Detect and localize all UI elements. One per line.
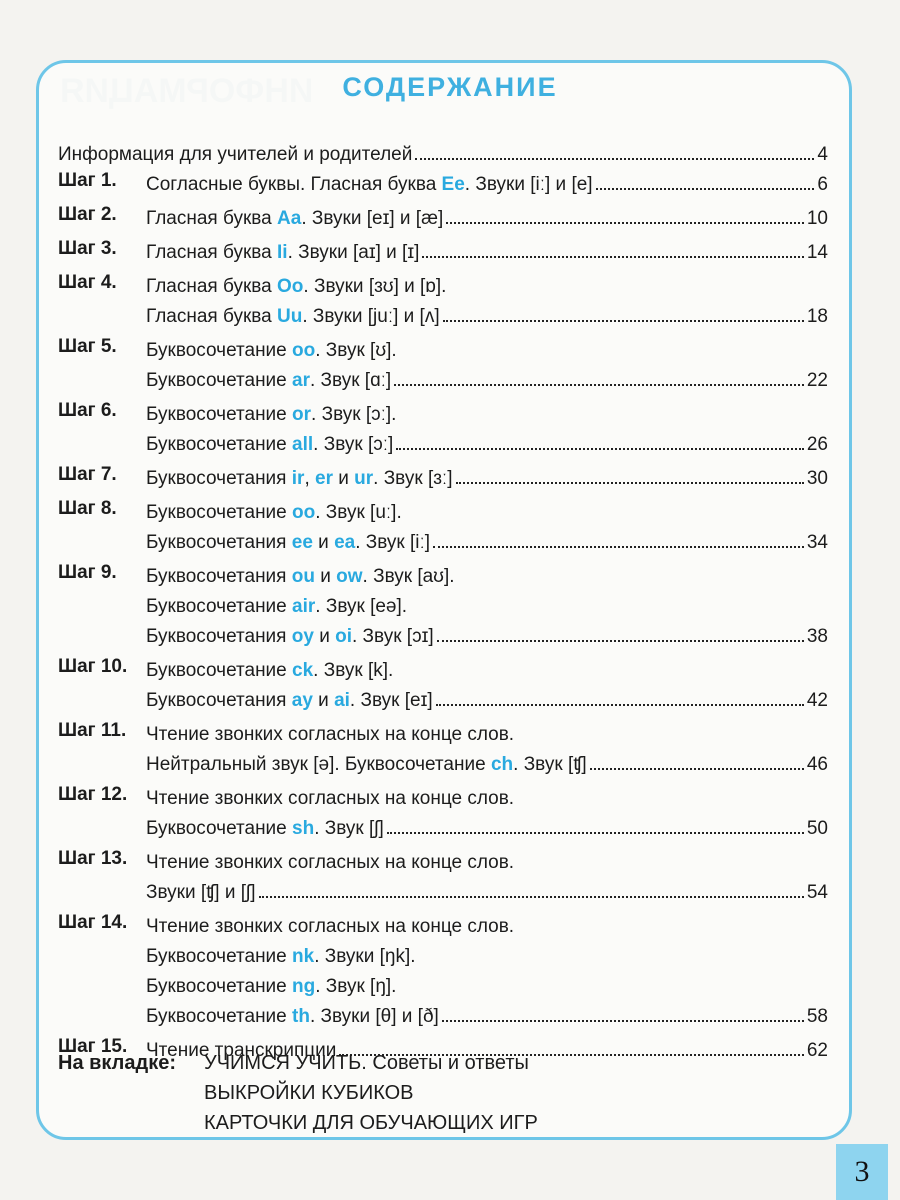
toc-text-fragment: . Звук [uː]. xyxy=(315,502,402,523)
toc-text-fragment: Буквосочетания xyxy=(146,468,292,489)
toc-page-number: 58 xyxy=(806,1006,828,1027)
toc-text-fragment: Гласная буква xyxy=(146,242,278,263)
toc-page-number: 46 xyxy=(806,754,828,775)
toc-line xyxy=(146,942,828,972)
toc-line-text xyxy=(146,814,384,844)
leader-dots xyxy=(596,187,815,190)
toc-line-text xyxy=(146,336,397,366)
toc-text-fragment: . Звук [k]. xyxy=(313,660,394,681)
table-of-contents xyxy=(58,140,828,1070)
toc-step-label: Шаг 1. xyxy=(58,170,117,191)
toc-text-fragment: . Звук [ɔː]. xyxy=(311,404,397,425)
toc-line xyxy=(146,814,828,844)
toc-text-fragment: Чтение звонких согласных на конце слов. xyxy=(146,852,515,873)
toc-step-description xyxy=(146,784,828,844)
toc-text-fragment: Буквосочетание xyxy=(146,596,293,617)
toc-step-description xyxy=(146,238,828,268)
toc-text-fragment: . Звук [ʃ] xyxy=(314,818,384,839)
toc-step-row xyxy=(58,400,828,460)
highlighted-letters: ee xyxy=(291,532,313,553)
toc-text-fragment: и xyxy=(313,626,336,647)
toc-line xyxy=(146,238,828,268)
toc-step-label: Шаг 11. xyxy=(58,720,127,741)
toc-step-label: Шаг 10. xyxy=(58,656,128,677)
toc-text-fragment: . Звук [ɑː] xyxy=(310,370,392,391)
toc-line xyxy=(146,592,828,622)
toc-step-row xyxy=(58,912,828,1032)
highlighted-letters: oo xyxy=(292,502,316,523)
toc-text-fragment: Буквосочетание xyxy=(146,660,293,681)
toc-page-number: 6 xyxy=(817,174,828,195)
toc-line-text xyxy=(146,562,455,592)
toc-text-fragment: Буквосочетание xyxy=(146,340,293,361)
leader-dots xyxy=(387,831,804,834)
toc-line xyxy=(146,366,828,396)
page-title: СОДЕРЖАНИЕ xyxy=(342,72,558,102)
highlighted-letters: Aa xyxy=(277,208,302,229)
toc-line xyxy=(146,784,828,814)
toc-text-fragment: . Звук [aʊ]. xyxy=(362,566,455,587)
toc-text-fragment: , xyxy=(304,468,315,489)
leader-dots xyxy=(437,639,804,642)
toc-step-row xyxy=(58,498,828,558)
toc-page-number: 18 xyxy=(806,306,828,327)
toc-step-label: Шаг 5. xyxy=(58,336,117,357)
insert-item: ВЫКРОЙКИ КУБИКОВ xyxy=(204,1082,414,1104)
toc-step-row xyxy=(58,720,828,780)
toc-step-description xyxy=(146,336,828,396)
toc-text-fragment: . Звуки [eɪ] и [æ] xyxy=(301,208,444,229)
toc-line xyxy=(58,140,828,170)
toc-text-fragment: . Звук [ʧ] xyxy=(513,754,587,775)
toc-line xyxy=(146,498,828,528)
toc-text-fragment: Буквосочетание xyxy=(146,946,293,967)
toc-page-number: 10 xyxy=(806,208,828,229)
highlighted-letters: oo xyxy=(292,340,316,361)
toc-text-fragment: Чтение звонких согласных на конце слов. xyxy=(146,788,515,809)
toc-step-row xyxy=(58,656,828,716)
toc-line-text xyxy=(146,302,440,332)
toc-text-fragment: Буквосочетания xyxy=(146,626,292,647)
toc-line-text xyxy=(146,498,402,528)
toc-page-number: 34 xyxy=(806,532,828,553)
toc-line-text xyxy=(146,750,587,780)
toc-text-fragment: Буквосочетание xyxy=(146,1006,293,1027)
toc-step-description xyxy=(146,656,828,716)
toc-step-description xyxy=(146,848,828,908)
toc-text-fragment: . Звуки [aɪ] и [ɪ] xyxy=(287,242,420,263)
highlighted-letters: nk xyxy=(292,946,315,967)
highlighted-letters: ir xyxy=(291,468,305,489)
toc-text-fragment: . Звуки [ɜʊ] и [ɒ]. xyxy=(303,276,447,297)
toc-text-fragment: Буквосочетание xyxy=(146,404,293,425)
toc-line-text xyxy=(146,170,593,200)
toc-step-description xyxy=(146,562,828,652)
toc-line-text xyxy=(146,878,256,908)
toc-step-label: Шаг 14. xyxy=(58,912,128,933)
toc-line-text xyxy=(146,912,514,942)
toc-step-description xyxy=(146,498,828,558)
toc-text-fragment: и xyxy=(312,532,335,553)
leader-dots xyxy=(446,221,804,224)
toc-step-row xyxy=(58,170,828,200)
highlighted-letters: ur xyxy=(354,468,374,489)
toc-step-label: Шаг 12. xyxy=(58,784,128,805)
leader-dots xyxy=(433,545,804,548)
toc-text-fragment: Буквосочетание xyxy=(146,434,293,455)
highlighted-letters: Oo xyxy=(277,276,304,297)
highlighted-letters: or xyxy=(292,404,312,425)
leader-dots xyxy=(590,767,804,770)
highlighted-letters: ay xyxy=(291,690,313,711)
toc-line-text xyxy=(146,400,396,430)
toc-text-fragment: и xyxy=(314,566,337,587)
toc-page-number: 42 xyxy=(806,690,828,711)
toc-text-fragment: . Звуки [iː] и [e] xyxy=(464,174,593,195)
leader-dots xyxy=(259,895,804,898)
toc-text-fragment: . Звук [ɜː] xyxy=(373,468,453,489)
highlighted-letters: oy xyxy=(291,626,314,647)
toc-line xyxy=(146,272,828,302)
toc-text-fragment: Гласная буква xyxy=(146,276,278,297)
toc-step-description xyxy=(146,912,828,1032)
toc-text-fragment: . Звук [ɔː] xyxy=(313,434,394,455)
toc-text-fragment: и xyxy=(332,468,355,489)
toc-text-fragment: Буквосочетание xyxy=(146,370,293,391)
toc-line xyxy=(146,972,828,1002)
toc-line xyxy=(146,656,828,686)
toc-line-text xyxy=(146,656,393,686)
toc-line-text xyxy=(146,272,446,302)
toc-step-row xyxy=(58,848,828,908)
highlighted-letters: air xyxy=(292,596,316,617)
toc-text-fragment: Чтение транскрипции xyxy=(146,1040,337,1061)
toc-text-fragment: Нейтральный звук [ə]. Буквосочетание xyxy=(146,754,491,775)
toc-line-text xyxy=(146,848,514,878)
toc-line xyxy=(146,204,828,234)
toc-line-text xyxy=(146,204,443,234)
toc-line-text xyxy=(146,686,433,716)
toc-page-number: 22 xyxy=(806,370,828,391)
toc-line xyxy=(146,170,828,200)
toc-line-text xyxy=(146,622,434,652)
insert-item: КАРТОЧКИ ДЛЯ ОБУЧАЮЩИХ ИГР xyxy=(204,1112,538,1134)
toc-step-description xyxy=(146,720,828,780)
toc-step-label: Шаг 2. xyxy=(58,204,117,225)
toc-text-fragment: Буквосочетание xyxy=(146,976,293,997)
toc-step-label: Шаг 8. xyxy=(58,498,117,519)
toc-line-text xyxy=(146,430,393,460)
toc-step-row xyxy=(58,238,828,268)
toc-step-label: Шаг 15. xyxy=(58,1036,128,1057)
leader-dots xyxy=(396,447,804,450)
toc-step-description xyxy=(146,400,828,460)
toc-line xyxy=(146,336,828,366)
toc-text-fragment: . Звук [ŋ]. xyxy=(315,976,397,997)
leader-dots xyxy=(436,703,804,706)
toc-line xyxy=(146,430,828,460)
toc-step-row xyxy=(58,464,828,494)
toc-step-label: Шаг 3. xyxy=(58,238,117,259)
toc-line-text xyxy=(146,238,419,268)
toc-step-label: Шаг 13. xyxy=(58,848,128,869)
toc-step-label: Шаг 7. xyxy=(58,464,117,485)
toc-text-fragment: Гласная буква xyxy=(146,208,278,229)
toc-line xyxy=(146,528,828,558)
toc-step-description xyxy=(146,170,828,200)
toc-line xyxy=(146,464,828,494)
toc-line xyxy=(146,750,828,780)
toc-page-number: 26 xyxy=(806,434,828,455)
toc-page-number: 4 xyxy=(817,144,828,165)
leader-dots xyxy=(443,319,804,322)
toc-line xyxy=(146,686,828,716)
toc-text-fragment: Звуки [ʧ] и [ʃ] xyxy=(146,882,256,903)
toc-line-text xyxy=(146,366,391,396)
toc-line-text xyxy=(146,972,396,1002)
toc-step-label: Шаг 9. xyxy=(58,562,117,583)
highlighted-letters: ai xyxy=(334,690,350,711)
toc-text-fragment: Буквосочетания xyxy=(146,532,292,553)
toc-line xyxy=(146,400,828,430)
toc-page-number: 14 xyxy=(806,242,828,263)
toc-step-row xyxy=(58,336,828,396)
toc-line-text xyxy=(146,592,407,622)
highlighted-letters: Ee xyxy=(441,174,465,195)
toc-page-number: 38 xyxy=(806,626,828,647)
toc-text-fragment: Буквосочетание xyxy=(146,818,293,839)
insert-item-text: УЧИМСЯ УЧИТЬ. Советы и ответы xyxy=(204,1052,529,1074)
highlighted-letters: ck xyxy=(292,660,314,681)
toc-page-number: 30 xyxy=(806,468,828,489)
toc-text-fragment: Буквосочетания xyxy=(146,690,292,711)
highlighted-letters: er xyxy=(315,468,333,489)
toc-step-description xyxy=(146,272,828,332)
insert-item xyxy=(58,1048,538,1078)
toc-line-text xyxy=(146,464,453,494)
toc-line-text xyxy=(146,528,430,558)
toc-text-fragment: Буквосочетания xyxy=(146,566,292,587)
highlighted-letters: ar xyxy=(292,370,310,391)
highlighted-letters: all xyxy=(292,434,314,455)
toc-intro xyxy=(58,140,828,170)
toc-text-fragment: и xyxy=(312,690,335,711)
toc-line xyxy=(146,1002,828,1032)
highlighted-letters: th xyxy=(292,1006,310,1027)
toc-step-row xyxy=(58,272,828,332)
page-number-badge: 3 xyxy=(836,1144,888,1200)
toc-line xyxy=(146,622,828,652)
toc-line xyxy=(146,302,828,332)
highlighted-letters: ou xyxy=(291,566,315,587)
toc-line xyxy=(146,912,828,942)
toc-line xyxy=(146,720,828,750)
highlighted-letters: Uu xyxy=(277,306,303,327)
toc-step-row xyxy=(58,784,828,844)
toc-line-text xyxy=(146,942,416,972)
toc-line-text xyxy=(146,1002,439,1032)
toc-step-description xyxy=(146,464,828,494)
leader-dots xyxy=(415,157,814,160)
highlighted-letters: ea xyxy=(334,532,356,553)
toc-line-text xyxy=(146,720,514,750)
toc-page-number: 54 xyxy=(806,882,828,903)
toc-page-number: 50 xyxy=(806,818,828,839)
inserts-section xyxy=(58,1048,538,1138)
toc-page-number: 62 xyxy=(806,1040,828,1061)
toc-line xyxy=(146,878,828,908)
toc-line xyxy=(146,848,828,878)
toc-text-fragment: . Звук [eɪ] xyxy=(349,690,433,711)
leader-dots xyxy=(422,255,803,258)
highlighted-letters: sh xyxy=(292,818,315,839)
toc-text-fragment: . Звуки [juː] и [ʌ] xyxy=(302,306,440,327)
toc-text-fragment: . Звуки [ŋk]. xyxy=(314,946,416,967)
toc-step-row xyxy=(58,204,828,234)
toc-line-text xyxy=(146,784,514,814)
highlighted-letters: Ii xyxy=(277,242,288,263)
toc-step-row xyxy=(58,562,828,652)
toc-step-label: Шаг 4. xyxy=(58,272,117,293)
highlighted-letters: ng xyxy=(292,976,316,997)
highlighted-letters: oi xyxy=(335,626,352,647)
toc-intro-text: Информация для учителей и родителей xyxy=(58,144,413,165)
toc-text-fragment: . Звуки [θ] и [ð] xyxy=(309,1006,439,1027)
toc-text-fragment: Гласная буква xyxy=(146,306,278,327)
toc-text-fragment: Согласные буквы. Гласная буква xyxy=(146,174,442,195)
toc-line xyxy=(146,562,828,592)
toc-steps xyxy=(58,170,828,1070)
toc-text-fragment: . Звук [eə]. xyxy=(315,596,408,617)
toc-text-fragment: . Звук [ɔɪ] xyxy=(352,626,434,647)
toc-text-fragment: Буквосочетание xyxy=(146,502,293,523)
toc-step-label: Шаг 6. xyxy=(58,400,117,421)
highlighted-letters: ow xyxy=(336,566,363,587)
toc-text-fragment: Чтение звонких согласных на конце слов. xyxy=(146,724,515,745)
highlighted-letters: ch xyxy=(490,754,514,775)
inserts-label: На вкладке: xyxy=(58,1052,176,1074)
toc-text-fragment: . Звук [ʊ]. xyxy=(315,340,397,361)
leader-dots xyxy=(442,1019,804,1022)
toc-step-description xyxy=(146,204,828,234)
leader-dots xyxy=(456,481,804,484)
toc-text-fragment: Чтение звонких согласных на конце слов. xyxy=(146,916,515,937)
toc-text-fragment: . Звук [iː] xyxy=(355,532,431,553)
leader-dots xyxy=(394,383,804,386)
